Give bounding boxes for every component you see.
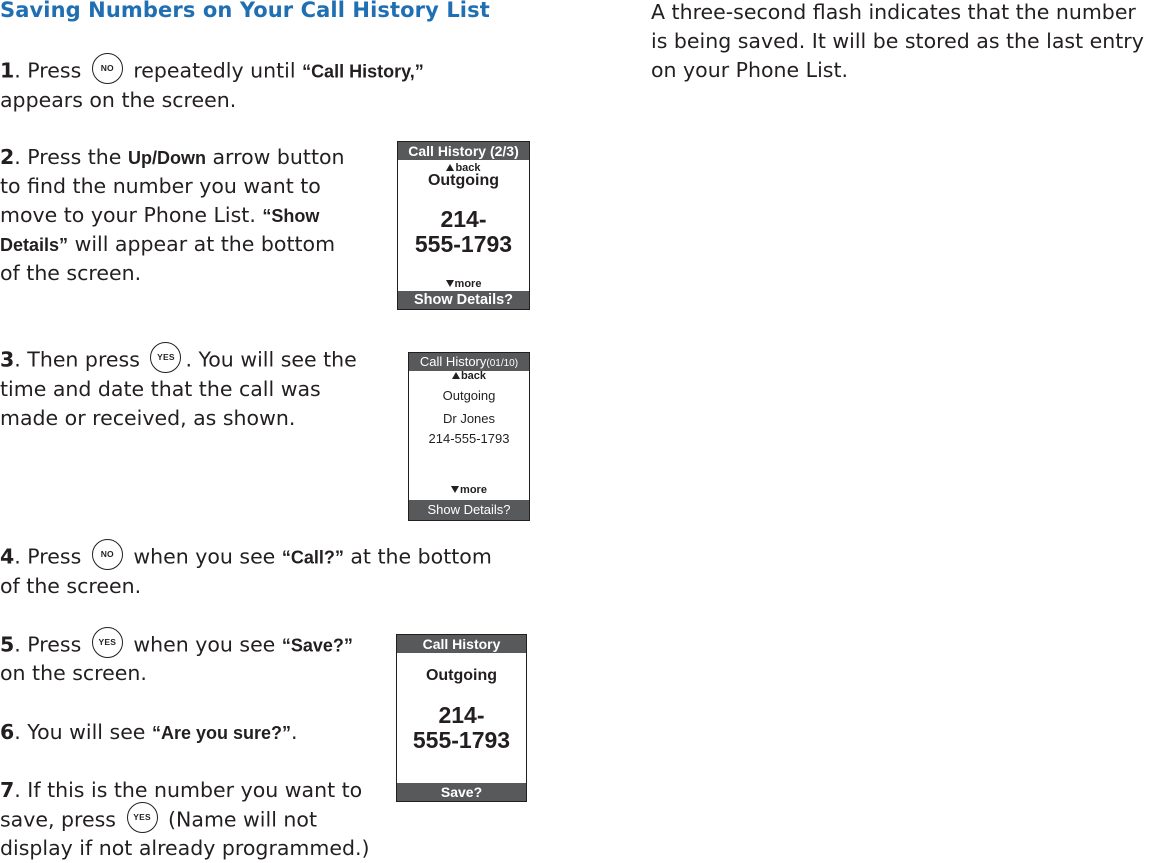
yes-button-icon: YES [127,802,158,833]
yes-button-icon: YES [92,627,123,658]
step-3-line-3: made or received, as shown. [0,406,296,430]
back-indicator: back [398,162,529,174]
step-6: 6. You will see “Are you sure?”. [0,720,298,744]
step-3-line-2: time and date that the call was [0,377,321,401]
step-2-line-4: Details” will appear at the bottom [0,232,336,256]
call-type: Outgoing [442,388,496,403]
step-5: 5. Press YES when you see “Save?” [0,630,353,661]
yes-button-icon: YES [150,342,181,373]
step-2-line-2: to find the number you want to [0,174,321,198]
step-4: 4. Press NO when you see “Call?” at the bottom [0,542,492,573]
step-2: 2. Press the Up/Down arrow button [0,145,345,169]
step-2-line-3: move to your Phone List. “Show [0,203,320,227]
right-text-line-2: is being saved. It will be stored as the last entry [651,29,1144,53]
screen-footer: Show Details? [398,291,529,309]
screen-header: Call History [397,635,526,653]
phone-screen-1 [397,141,530,310]
down-arrow-icon [451,486,459,493]
step-7-line-2: save, press YES (Name will not [0,805,317,836]
right-text-line-3: on your Phone List. [651,58,849,82]
step-5-line-2: on the screen. [0,661,147,685]
call-type: Outgoing [425,667,498,684]
down-arrow-icon [446,280,454,287]
screen-header: Call History (2/3) [398,142,529,160]
more-indicator: more [409,484,529,496]
right-text-line-1: A three-second flash indicates that the number [651,0,1136,24]
phone-number-line-2: 555-1793 [412,727,511,753]
up-arrow-icon [452,372,460,379]
step-4-line-2: of the screen. [0,574,142,598]
step-number: 1 [0,58,15,83]
screen-footer: Save? [397,783,526,801]
step-1: 1. Press NO repeatedly until “Call History,” [0,56,424,87]
phone-number-line-1: 214- [438,702,485,728]
screen-header: Call History(01/10) [409,353,529,371]
step-3: 3. Then press YES . You will see the [0,345,357,376]
up-arrow-icon [446,164,454,171]
page-title: Saving Numbers on Your Call History List [0,0,490,22]
no-button-icon: NO [92,53,123,84]
back-indicator: back [409,370,529,382]
phone-screen-2 [408,352,530,521]
step-7: 7. If this is the number you want to [0,778,363,802]
call-type: Outgoing [427,172,500,189]
no-button-icon: NO [92,539,123,570]
phone-number: 214-555-1793 [428,431,510,446]
phone-number-line-2: 555-1793 [414,231,513,257]
step-7-line-3: display if not already programmed.) [0,836,370,860]
step-1-line-2: appears on the screen. [0,88,237,112]
step-2-line-5: of the screen. [0,261,142,285]
more-indicator: more [398,278,529,290]
phone-number-line-1: 214- [440,206,487,232]
phone-screen-3 [396,634,527,802]
screen-footer: Show Details? [409,500,529,520]
contact-name: Dr Jones [442,411,496,426]
